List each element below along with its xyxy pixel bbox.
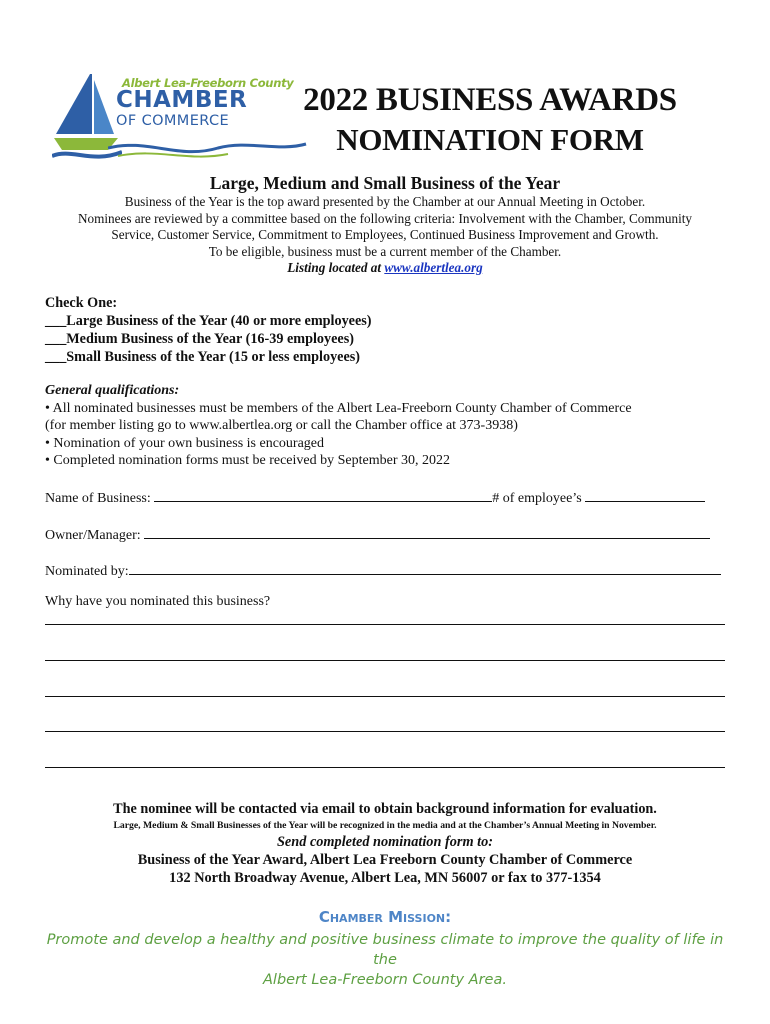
answer-line[interactable] (45, 731, 725, 732)
answer-line[interactable] (45, 624, 725, 625)
qualifications-heading: General qualifications: (45, 383, 180, 398)
check-one-label: Check One: (45, 295, 118, 311)
answer-line[interactable] (45, 696, 725, 697)
category-heading: Large, Medium and Small Business of the Year (209, 173, 561, 193)
owner-label: Owner/Manager: (45, 528, 145, 543)
nominated-by-label: Nominated by: (45, 564, 129, 579)
qualification-item: • Nomination of your own business is encouraged (45, 435, 325, 451)
employees-field[interactable] (585, 488, 705, 502)
nominated-by-field[interactable] (129, 561, 721, 575)
qualification-item: • All nominated businesses must be members of the Albert Lea-Freeborn County Chamber of Commerce (45, 400, 632, 416)
answer-line[interactable] (45, 767, 725, 768)
website-link[interactable]: www.albertlea.org (384, 260, 483, 275)
intro-line: Business of the Year is the top award presented by the Chamber at our Annual Meeting in October. (124, 194, 646, 209)
qualifications-section (45, 382, 745, 470)
nominated-by-row (45, 561, 721, 580)
mission-statement (40, 930, 730, 990)
recognition-note: Large, Medium & Small Businesses of the Year will be recognized in the media and at the Chamber’s Annual Meeting in November. (113, 820, 657, 831)
option-large-business[interactable]: ___Large Business of the Year (40 or more employees) (45, 313, 372, 329)
mission-heading: Chamber Mission: (318, 908, 452, 926)
option-medium-business[interactable]: ___Medium Business of the Year (16-39 employees) (45, 331, 354, 347)
chamber-logo (52, 72, 294, 164)
send-to-label: Send completed nomination form to: (276, 834, 494, 850)
mission-line: Promote and develop a healthy and positive business climate to improve the quality of life in the (46, 932, 724, 968)
business-name-label: Name of Business: (45, 491, 155, 506)
owner-row (45, 525, 710, 544)
why-nominated-label: Why have you nominated this business? (45, 594, 271, 609)
logo-commerce-text: OF COMMERCE (116, 113, 230, 129)
qualification-item: • Completed nomination forms must be received by September 30, 2022 (45, 453, 450, 469)
intro-paragraph (30, 194, 740, 277)
business-name-row (45, 488, 705, 507)
logo-chamber-text: CHAMBER (116, 87, 248, 113)
mission-line: Albert Lea-Freeborn County Area. (263, 972, 507, 988)
check-one-section (45, 294, 372, 366)
intro-line: To be eligible, business must be a current member of the Chamber. (208, 243, 562, 259)
business-name-field[interactable] (154, 488, 492, 502)
listing-label: Listing located at (287, 260, 385, 275)
logo-wave-icon (108, 138, 308, 162)
page-subtitle: NOMINATION FORM (336, 122, 644, 157)
logo-county-text: Albert Lea-Freeborn County (122, 76, 294, 90)
employees-label: # of employee’s (492, 491, 586, 506)
listing-line (30, 260, 740, 277)
answer-line[interactable] (45, 660, 725, 661)
qualification-item: (for member listing go to www.albertlea.org or call the Chamber office at 373-3938) (45, 418, 518, 434)
page-title: 2022 BUSINESS AWARDS (303, 82, 677, 118)
intro-line: Nominees are reviewed by a committee based on the following criteria: Involvement with the Chamber, Community (78, 210, 692, 226)
contact-note: The nominee will be contacted via email to obtain background information for evaluation. (113, 801, 657, 817)
mailing-address-line2: 132 North Broadway Avenue, Albert Lea, MN 56007 or fax to 377-1354 (169, 870, 601, 886)
owner-field[interactable] (144, 525, 710, 539)
option-small-business[interactable]: ___Small Business of the Year (15 or less employees) (45, 349, 360, 365)
mailing-address-line1: Business of the Year Award, Albert Lea Freeborn County Chamber of Commerce (137, 852, 633, 868)
intro-line: Service, Customer Service, Commitment to Employees, Continued Business Improvement and Growth. (111, 227, 659, 242)
